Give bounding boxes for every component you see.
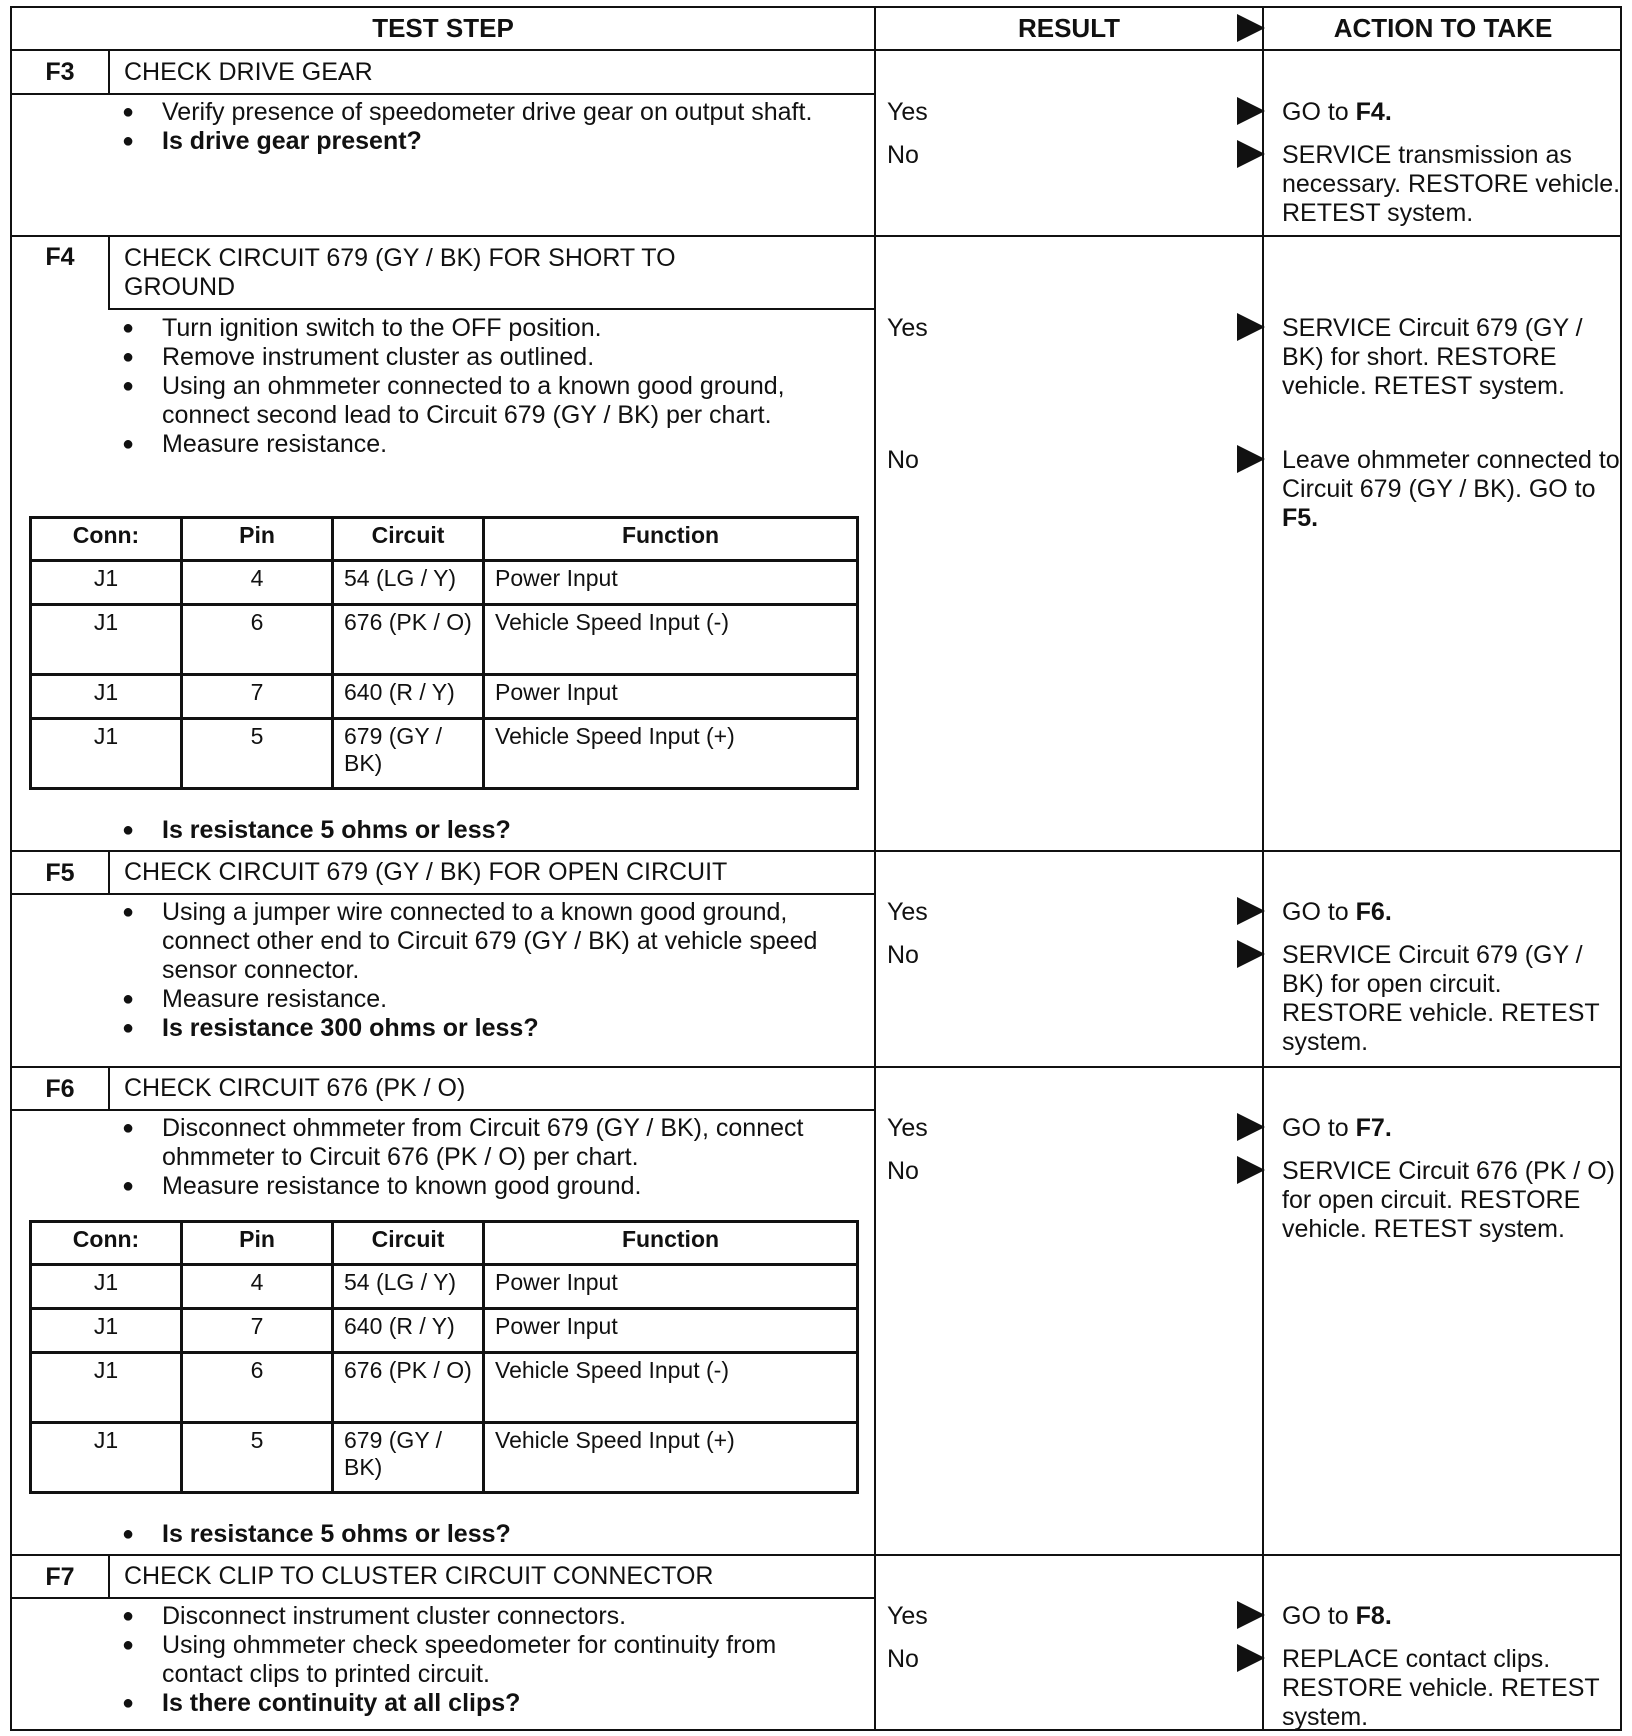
- cell-function: Power Input: [484, 1309, 858, 1353]
- cell-circuit: 54 (LG / Y): [333, 1265, 484, 1309]
- table-row: [31, 675, 858, 719]
- question: ● Is drive gear present?: [122, 127, 862, 156]
- question: ● Is resistance 5 ohms or less?: [122, 1520, 862, 1549]
- action-ref: F5.: [1282, 504, 1319, 532]
- cell-pin: 4: [182, 561, 333, 605]
- pin-chart-header: [31, 1222, 858, 1265]
- action-yes: [1282, 1602, 1622, 1631]
- cell-function: Vehicle Speed Input (+): [484, 1423, 858, 1493]
- cell-circuit: 640 (R / Y): [333, 675, 484, 719]
- cell-function: Power Input: [484, 675, 858, 719]
- instruction: ● Using ohmmeter check speedometer for continuity from contact clips to printed circuit.: [122, 1631, 862, 1689]
- cell-conn: J1: [31, 1423, 182, 1493]
- action-text: GO to: [1282, 1114, 1356, 1142]
- cell-conn: J1: [31, 561, 182, 605]
- step-divider: [12, 1554, 1620, 1556]
- result-arrow-icon: [1237, 445, 1265, 473]
- action-text: GO to: [1282, 898, 1356, 926]
- action-ref: F7.: [1355, 1114, 1392, 1142]
- result-yes: Yes: [887, 98, 928, 126]
- instruction: ● Turn ignition switch to the OFF position.: [122, 314, 862, 343]
- pin-chart: [29, 1220, 859, 1494]
- action-no: [1282, 141, 1622, 228]
- cell-conn: J1: [31, 1265, 182, 1309]
- table-row: [31, 1423, 858, 1493]
- cell-circuit: 676 (PK / O): [333, 605, 484, 675]
- action-yes: [1282, 1114, 1622, 1143]
- result-arrow-icon: [1237, 1156, 1265, 1184]
- cell-function: Vehicle Speed Input (-): [484, 605, 858, 675]
- step-divider: [12, 850, 1620, 852]
- result-arrow-icon: [1237, 1113, 1265, 1141]
- id-separator: [108, 852, 110, 894]
- header-action: ACTION TO TAKE: [1264, 8, 1622, 51]
- step-id: F3: [45, 57, 75, 86]
- question: ● Is there continuity at all clips?: [122, 1689, 862, 1718]
- instruction: ● Using an ohmmeter connected to a known good ground, connect second lead to Circuit 679 (GY / BK) per chart.: [122, 372, 862, 430]
- table-row: [31, 1309, 858, 1353]
- step-id: F7: [45, 1562, 75, 1591]
- cell-circuit: 679 (GY / BK): [333, 1423, 484, 1493]
- instruction: ● Verify presence of speedometer drive gear on output shaft.: [122, 98, 862, 127]
- cell-conn: J1: [31, 675, 182, 719]
- step-title: CHECK CIRCUIT 676 (PK / O): [124, 1074, 466, 1102]
- title-rule: [12, 1597, 874, 1599]
- result-yes: Yes: [887, 898, 928, 926]
- action-yes: [1282, 98, 1622, 127]
- result-no: No: [887, 1645, 919, 1673]
- step-instructions: [122, 898, 862, 1043]
- instruction: ● Measure resistance.: [122, 985, 862, 1014]
- step-divider: [12, 235, 1620, 237]
- instruction: ● Measure resistance to known good ground.: [122, 1172, 862, 1201]
- question: ● Is resistance 5 ohms or less?: [122, 816, 862, 845]
- instruction: ● Remove instrument cluster as outlined.: [122, 343, 862, 372]
- result-yes: Yes: [887, 1114, 928, 1142]
- col-conn: Conn:: [31, 1222, 182, 1265]
- col-circuit: Circuit: [333, 518, 484, 561]
- table-row: [31, 605, 858, 675]
- result-arrow-icon: [1237, 14, 1265, 42]
- instruction: ● Using a jumper wire connected to a known good ground, connect other end to Circuit 679 (GY / BK) at vehicle speed sensor connector.: [122, 898, 862, 985]
- step-title: CHECK DRIVE GEAR: [124, 58, 373, 86]
- title-rule: [108, 308, 874, 310]
- id-separator: [108, 237, 110, 309]
- result-no: No: [887, 141, 919, 169]
- col-function: Function: [484, 1222, 858, 1265]
- cell-pin: 5: [182, 719, 333, 789]
- action-text: SERVICE Circuit 676 (PK / O) for open circuit. RESTORE vehicle. RETEST system.: [1282, 1157, 1615, 1243]
- header-result: RESULT: [876, 8, 1262, 51]
- column-divider: [874, 8, 876, 1729]
- result-no: No: [887, 941, 919, 969]
- action-ref: F8.: [1355, 1602, 1392, 1630]
- action-text: GO to: [1282, 1602, 1356, 1630]
- cell-conn: J1: [31, 1309, 182, 1353]
- col-pin: Pin: [182, 518, 333, 561]
- cell-pin: 5: [182, 1423, 333, 1493]
- id-separator: [108, 1556, 110, 1598]
- step-title: CHECK CLIP TO CLUSTER CIRCUIT CONNECTOR: [124, 1562, 714, 1590]
- table-row: [31, 719, 858, 789]
- action-text: SERVICE Circuit 679 (GY / BK) for open circuit. RESTORE vehicle. RETEST system.: [1282, 941, 1600, 1056]
- result-yes: Yes: [887, 314, 928, 342]
- pin-chart-header: [31, 518, 858, 561]
- cell-circuit: 676 (PK / O): [333, 1353, 484, 1423]
- cell-pin: 6: [182, 1353, 333, 1423]
- action-yes: [1282, 898, 1622, 927]
- cell-function: Power Input: [484, 561, 858, 605]
- table-row: [31, 1265, 858, 1309]
- result-no: No: [887, 446, 919, 474]
- action-no: [1282, 1157, 1622, 1244]
- step-instructions: [122, 1114, 862, 1201]
- action-text: SERVICE transmission as necessary. RESTORE vehicle. RETEST system.: [1282, 141, 1621, 227]
- cell-pin: 7: [182, 1309, 333, 1353]
- col-conn: Conn:: [31, 518, 182, 561]
- diagnostic-test-table: [10, 6, 1622, 1731]
- cell-pin: 4: [182, 1265, 333, 1309]
- cell-circuit: 679 (GY / BK): [333, 719, 484, 789]
- id-separator: [108, 1068, 110, 1110]
- result-arrow-icon: [1237, 97, 1265, 125]
- result-arrow-icon: [1237, 140, 1265, 168]
- action-no: [1282, 1645, 1622, 1732]
- cell-conn: J1: [31, 1353, 182, 1423]
- action-text: REPLACE contact clips. RESTORE vehicle. RETEST system.: [1282, 1645, 1600, 1731]
- cell-conn: J1: [31, 605, 182, 675]
- cell-function: Vehicle Speed Input (+): [484, 719, 858, 789]
- step-id: F6: [45, 1074, 75, 1103]
- pin-chart: [29, 516, 859, 790]
- step-instructions: [122, 1602, 862, 1718]
- step-divider: [12, 1066, 1620, 1068]
- action-text: GO to: [1282, 98, 1356, 126]
- cell-pin: 7: [182, 675, 333, 719]
- question: ● Is resistance 300 ohms or less?: [122, 1014, 862, 1043]
- instruction: ● Disconnect ohmmeter from Circuit 679 (GY / BK), connect ohmmeter to Circuit 676 (PK / O) per chart.: [122, 1114, 862, 1172]
- step-instructions: [122, 314, 862, 459]
- cell-function: Power Input: [484, 1265, 858, 1309]
- instruction: ● Measure resistance.: [122, 430, 862, 459]
- action-no: [1282, 446, 1622, 533]
- action-ref: F6.: [1355, 898, 1392, 926]
- action-text: SERVICE Circuit 679 (GY / BK) for short. RESTORE vehicle. RETEST system.: [1282, 314, 1583, 400]
- result-arrow-icon: [1237, 897, 1265, 925]
- header-test-step: TEST STEP: [12, 8, 874, 51]
- cell-circuit: 640 (R / Y): [333, 1309, 484, 1353]
- col-function: Function: [484, 518, 858, 561]
- cell-function: Vehicle Speed Input (-): [484, 1353, 858, 1423]
- table-row: [31, 561, 858, 605]
- title-rule: [12, 93, 874, 95]
- action-yes: [1282, 314, 1622, 401]
- result-arrow-icon: [1237, 313, 1265, 341]
- result-yes: Yes: [887, 1602, 928, 1630]
- title-rule: [12, 893, 874, 895]
- instruction: ● Disconnect instrument cluster connectors.: [122, 1602, 862, 1631]
- table-row: [31, 1353, 858, 1423]
- col-pin: Pin: [182, 1222, 333, 1265]
- cell-conn: J1: [31, 719, 182, 789]
- result-arrow-icon: [1237, 1644, 1265, 1672]
- column-divider: [1262, 8, 1264, 1729]
- action-ref: F4.: [1355, 98, 1392, 126]
- step-question: [122, 1520, 862, 1549]
- step-title: CHECK CIRCUIT 679 (GY / BK) FOR SHORT TO GROUND: [124, 244, 676, 301]
- result-no: No: [887, 1157, 919, 1185]
- step-instructions: [122, 98, 862, 156]
- result-arrow-icon: [1237, 940, 1265, 968]
- action-no: [1282, 941, 1622, 1057]
- col-circuit: Circuit: [333, 1222, 484, 1265]
- id-separator: [108, 51, 110, 93]
- step-id: F5: [45, 858, 75, 887]
- title-rule: [12, 1109, 874, 1111]
- step-question: [122, 816, 862, 845]
- step-title: CHECK CIRCUIT 679 (GY / BK) FOR OPEN CIRCUIT: [124, 858, 728, 886]
- cell-circuit: 54 (LG / Y): [333, 561, 484, 605]
- cell-pin: 6: [182, 605, 333, 675]
- step-id: F4: [45, 242, 75, 271]
- action-text: Leave ohmmeter connected to Circuit 679 (GY / BK). GO to: [1282, 446, 1620, 503]
- result-arrow-icon: [1237, 1601, 1265, 1629]
